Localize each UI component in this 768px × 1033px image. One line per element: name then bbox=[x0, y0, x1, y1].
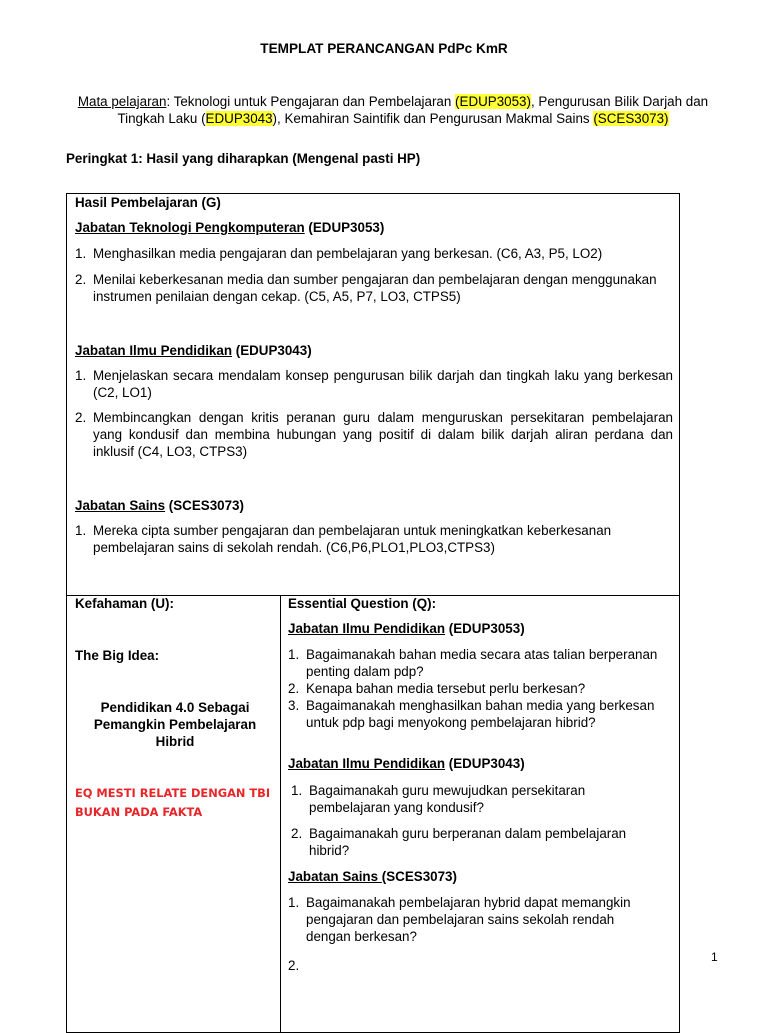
list-item: 1. Menjelaskan secara mendalam konsep pengurusan bilik darjah dan tingkah laku yang berkesan (C2, LO1) bbox=[75, 368, 673, 400]
outcomes-dept1-name: Jabatan Teknologi Pengkomputeran bbox=[75, 220, 305, 235]
questions-heading: Essential Question (Q): bbox=[288, 596, 437, 611]
list-item: 1. Bagaimanakah guru mewujudkan persekitaran pembelajaran yang kondusif? bbox=[291, 783, 586, 815]
subject-label: Mata pelajaran bbox=[77, 94, 167, 109]
big-idea-label: The Big Idea: bbox=[75, 648, 160, 663]
understanding-heading: Kefahaman (U): bbox=[75, 596, 174, 611]
questions-dept3-list: 1. Bagaimanakah pembelajaran hybrid dapat memangkin pengajaran dan pembelajaran sains sekolah rendah dengan berkesan? 2. bbox=[288, 894, 658, 957]
outcomes-heading: Hasil Pembelajaran (G) bbox=[75, 195, 221, 210]
list-item: 1. Bagaimanakah pembelajaran hybrid dapat memangkin pengajaran dan pembelajaran sains sekolah rendah dengan berkesan? bbox=[288, 895, 631, 944]
list-item: 2. Kenapa bahan media tersebut perlu berkesan? bbox=[288, 681, 586, 696]
questions-dept2-code: (EDUP3043) bbox=[445, 756, 525, 771]
column-divider bbox=[280, 595, 281, 1032]
questions-dept2-name: Jabatan Ilmu Pendidikan bbox=[288, 756, 446, 771]
subject-line bbox=[66, 93, 720, 127]
subject-text-1: : Teknologi untuk Pengajaran dan Pembelajaran bbox=[166, 94, 456, 109]
subject-code-sces3073: (SCES3073) bbox=[593, 111, 669, 126]
planning-table bbox=[66, 193, 680, 1033]
subject-code-edup3053: (EDUP3053) bbox=[455, 94, 531, 109]
list-item: 1. Menghasilkan media pengajaran dan pembelajaran yang berkesan. (C6, A3, P5, LO2) bbox=[75, 246, 603, 261]
questions-dept3-title bbox=[288, 868, 457, 885]
questions-dept3-name: Jabatan Sains bbox=[288, 869, 382, 884]
eq-note: EQ MESTI RELATE DENGAN TBI BUKAN PADA FAKTA bbox=[75, 786, 271, 819]
subject-code-edup3043: EDUP3043 bbox=[205, 111, 273, 126]
questions-dept3-code: (SCES3073) bbox=[381, 869, 457, 884]
subject-text-3: ), Kemahiran Saintifik dan Pengurusan Makmal Sains bbox=[272, 111, 594, 126]
questions-dept1-title bbox=[288, 620, 525, 637]
list-item: 2. Membincangkan dengan kritis peranan guru dalam menguruskan persekitaran pembelajaran yang kondusif dan membina hubungan yang positif di dalam bilik darjah aliran perdana dan inklusif (C4, LO3, CTPS3) bbox=[75, 410, 673, 459]
level-heading: Peringkat 1: Hasil yang diharapkan (Mengenal pasti HP) bbox=[66, 151, 421, 166]
subject-text-2: , Pengurusan Bilik Darjah dan Tingkah Laku ( bbox=[117, 94, 709, 126]
questions-dept1-code: (EDUP3053) bbox=[445, 621, 525, 636]
outcomes-dept3-list bbox=[75, 522, 665, 556]
document-title: TEMPLAT PERANCANGAN PdPc KmR bbox=[260, 41, 508, 56]
list-item: 2. Menilai keberkesanan media dan sumber pengajaran dan pembelajaran dengan menggunakan instrumen penilaian dengan cekap. (C5, A5, P7, LO3, CTPS5) bbox=[75, 272, 657, 304]
outcomes-dept2-list bbox=[75, 367, 673, 460]
questions-dept1-list bbox=[288, 646, 658, 731]
outcomes-dept2-title bbox=[75, 342, 312, 359]
outcomes-dept2-code: (EDUP3043) bbox=[232, 343, 312, 358]
outcomes-dept1-title bbox=[75, 219, 384, 236]
questions-dept2-list bbox=[291, 782, 661, 859]
learning-outcomes-cell bbox=[67, 194, 679, 596]
questions-dept1-name: Jabatan Ilmu Pendidikan bbox=[288, 621, 446, 636]
list-item: 1. Mereka cipta sumber pengajaran dan pembelajaran untuk meningkatkan keberkesanan pembelajaran sains di sekolah rendah. (C6,P6,PLO1,PLO3,CTPS3) bbox=[75, 523, 612, 555]
outcomes-dept2-name: Jabatan Ilmu Pendidikan bbox=[75, 343, 233, 358]
list-item: 1. Bagaimanakah bahan media secara atas talian berperanan penting dalam pdp? bbox=[288, 647, 658, 679]
outcomes-dept3-title bbox=[75, 497, 244, 514]
list-item: 2. Bagaimanakah guru berperanan dalam pembelajaran hibrid? bbox=[291, 826, 627, 858]
outcomes-dept1-code: (EDUP3053) bbox=[304, 220, 385, 235]
list-item: 3. Bagaimanakah menghasilkan bahan media yang berkesan untuk pdp bagi menyokong pembelajaran hibrid? bbox=[288, 698, 655, 730]
outcomes-dept1-list bbox=[75, 245, 665, 305]
outcomes-dept3-code: (SCES3073) bbox=[165, 498, 244, 513]
big-idea-text: Pendidikan 4.0 Sebagai Pemangkin Pembelajaran Hibrid bbox=[93, 700, 257, 749]
questions-dept2-title bbox=[288, 755, 525, 772]
outcomes-dept3-name: Jabatan Sains bbox=[75, 498, 166, 513]
page-number: 1 bbox=[711, 950, 718, 964]
